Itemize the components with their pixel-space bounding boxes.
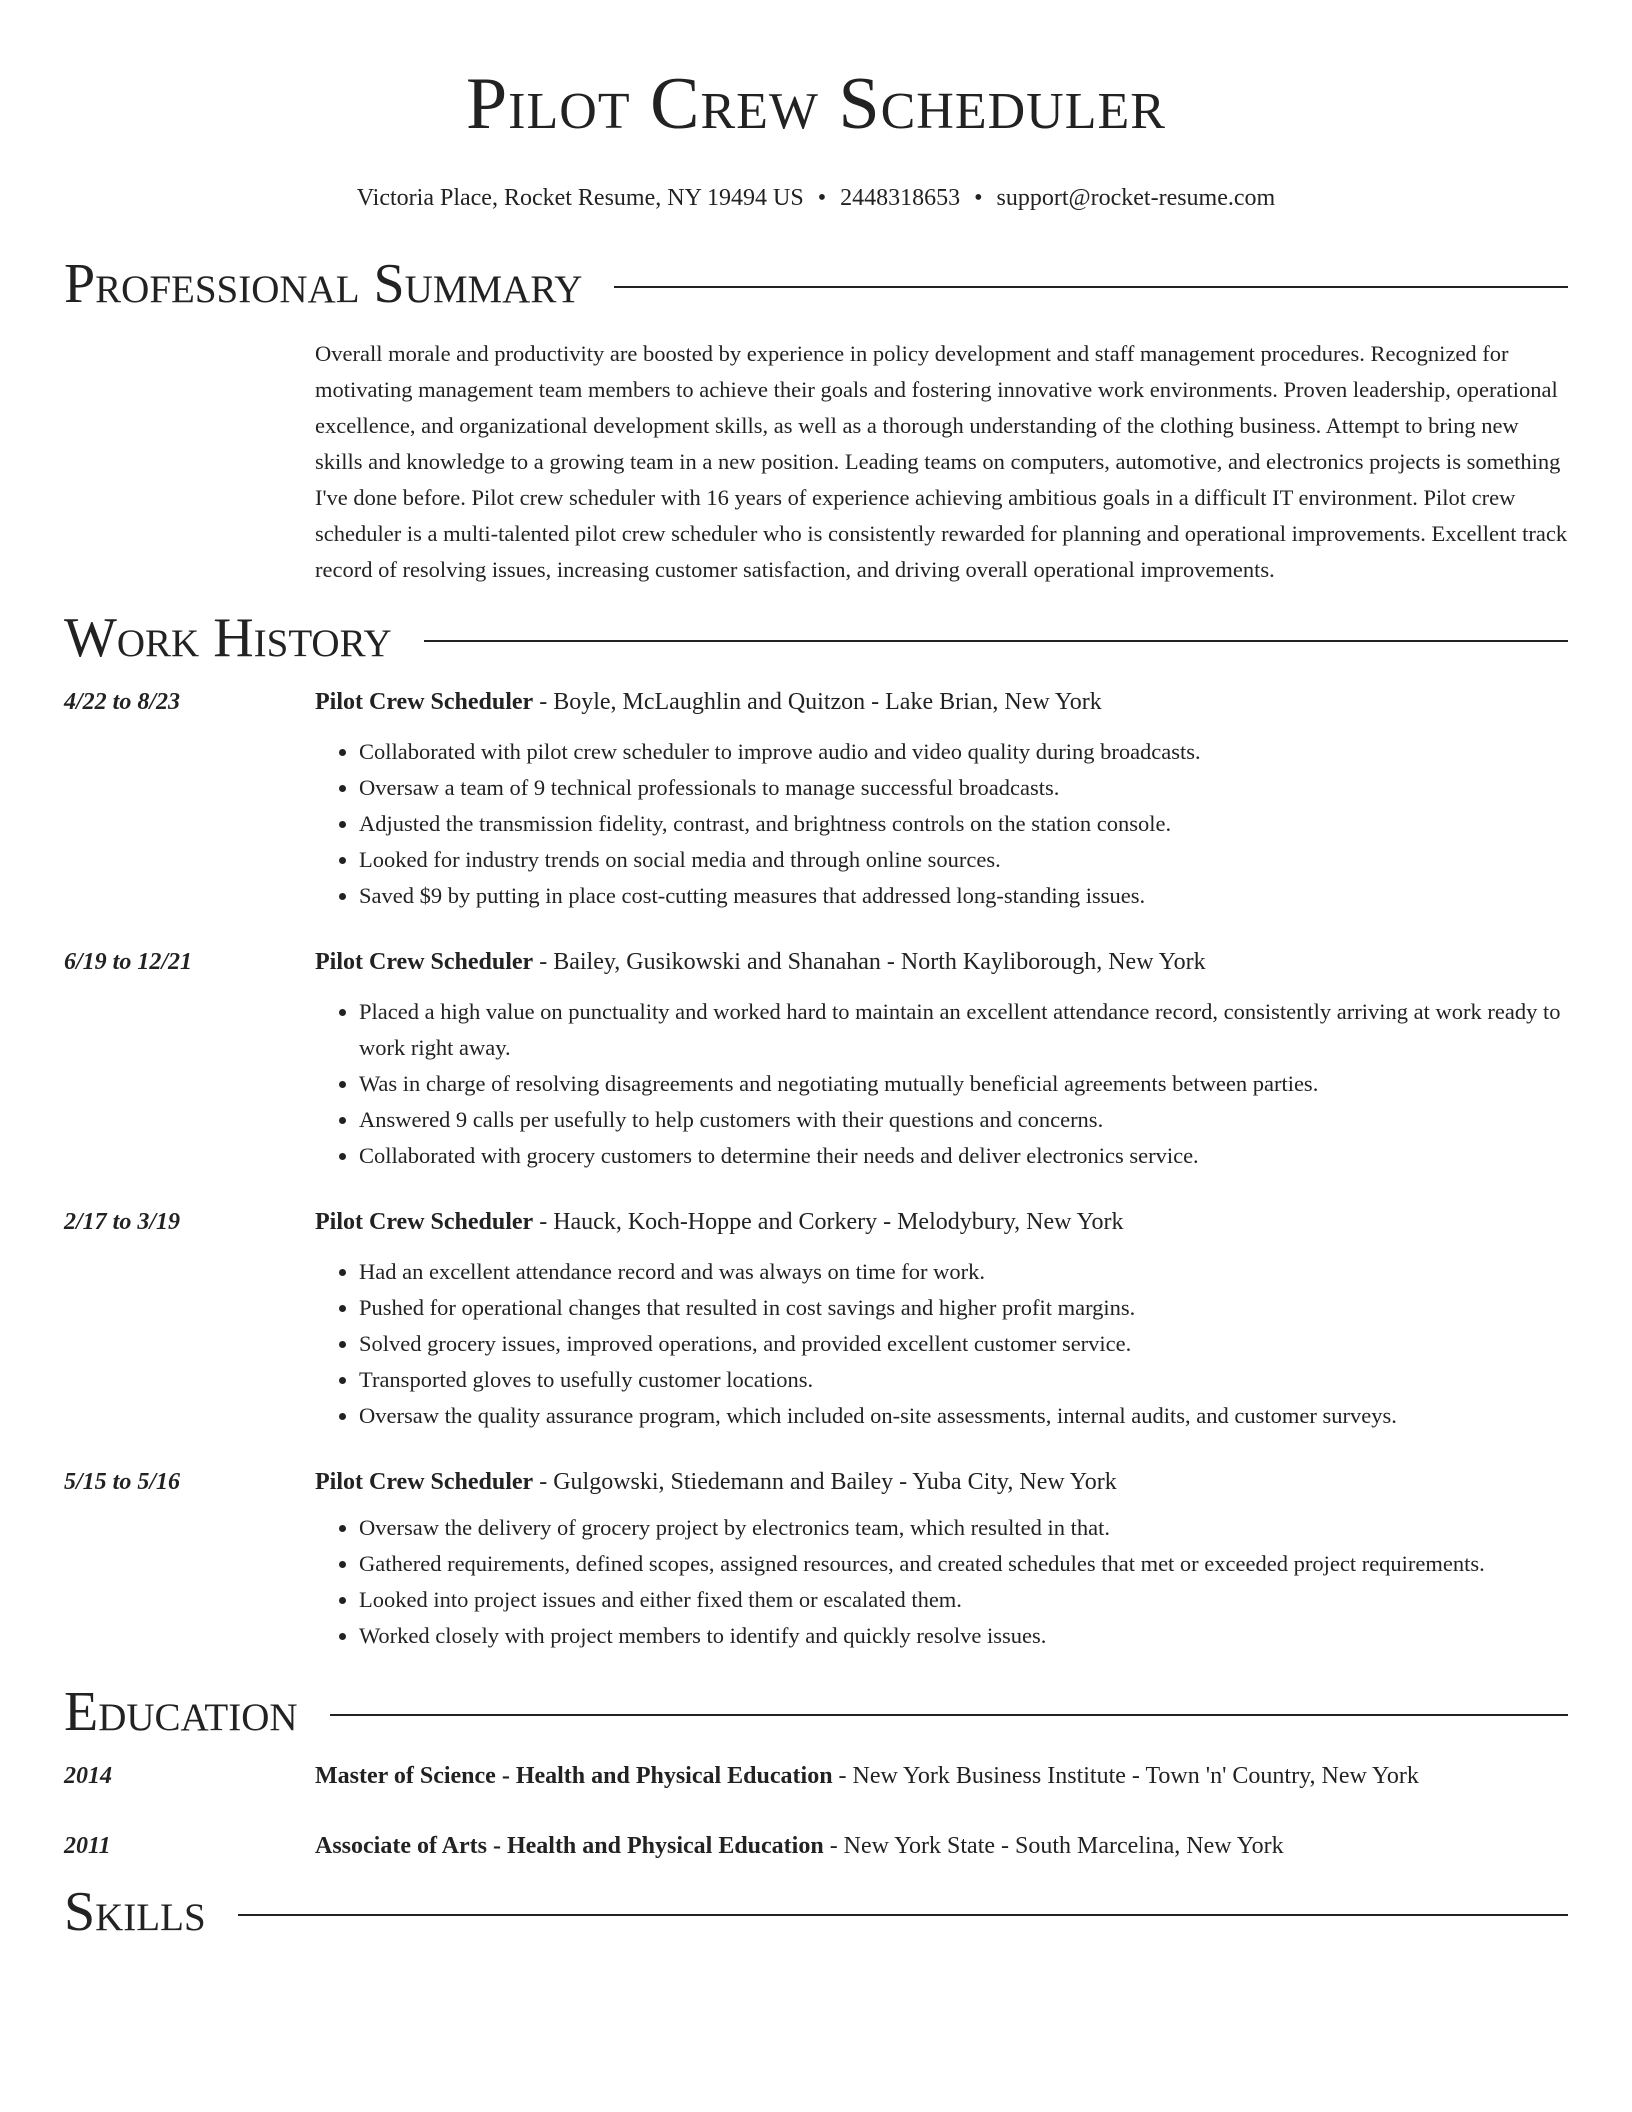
job-employer: - Hauck, Koch-Hoppe and Corkery - Melodybury, New York bbox=[533, 1209, 1124, 1235]
summary-section-header bbox=[64, 252, 1568, 316]
job-title-line bbox=[315, 1204, 1568, 1240]
job-employer: - Bailey, Gusikowski and Shanahan - North Kayliborough, New York bbox=[533, 949, 1206, 975]
job-bullet: • Was in charge of resolving disagreements and negotiating mutually beneficial agreements between parties. bbox=[359, 1066, 1568, 1102]
job-title: Pilot Crew Scheduler bbox=[315, 1469, 534, 1495]
job-title: Pilot Crew Scheduler bbox=[315, 689, 534, 715]
education-school: - New York Business Institute - Town 'n' Country, New York bbox=[832, 1763, 1419, 1789]
job-entry bbox=[64, 1204, 1568, 1434]
work-section-header bbox=[64, 606, 1568, 670]
section-divider bbox=[238, 1914, 1568, 1916]
job-employer: - Gulgowski, Stiedemann and Bailey - Yuba City, New York bbox=[533, 1469, 1117, 1495]
job-title-line bbox=[315, 944, 1568, 980]
job-entry bbox=[64, 944, 1568, 1174]
job-bullet: • Solved grocery issues, improved operations, and provided excellent customer service. bbox=[359, 1326, 1568, 1362]
job-bullets bbox=[315, 1254, 1568, 1434]
summary-heading: Professional Summary bbox=[64, 253, 583, 315]
contact-separator: • bbox=[817, 185, 827, 211]
summary-text: Overall morale and productivity are boosted by experience in policy development and staff management procedures. Recognized for motivating management team members to achieve their goals and fostering innovative work environments. Proven leadership, operational excellence, and organizational development skills, as well as a thorough understanding of the clothing business. Attempt to bring new skills and knowledge to a growing team in a new position. Leading teams on computers, automotive, and electronics projects is something I've done before. Pilot crew scheduler with 16 years of experience achieving ambitious goals in a difficult IT environment. Pilot crew scheduler is a multi-talented pilot crew scheduler who is consistently rewarded for planning and operational improvements. Excellent track record of resolving issues, increasing customer satisfaction, and driving overall operational improvements. bbox=[315, 341, 1568, 582]
job-bullet: • Collaborated with pilot crew scheduler to improve audio and video quality during broadcasts. bbox=[359, 734, 1568, 770]
job-bullet: • Had an excellent attendance record and was always on time for work. bbox=[359, 1254, 1568, 1290]
job-bullet: • Looked into project issues and either fixed them or escalated them. bbox=[359, 1582, 1568, 1618]
job-title-line bbox=[315, 1464, 1568, 1500]
education-heading: Education bbox=[64, 1681, 298, 1743]
job-entry bbox=[64, 1464, 1568, 1654]
job-bullet: • Answered 9 calls per usefully to help customers with their questions and concerns. bbox=[359, 1102, 1568, 1138]
job-bullets bbox=[315, 994, 1568, 1174]
education-school: - New York State - South Marcelina, New York bbox=[823, 1833, 1284, 1859]
education-degree: Master of Science - Health and Physical Education bbox=[315, 1763, 833, 1789]
skills-heading: Skills bbox=[64, 1881, 206, 1943]
job-bullet: • Gathered requirements, defined scopes, assigned resources, and created schedules that met or exceeded project requirements. bbox=[359, 1546, 1568, 1582]
job-bullet: • Saved $9 by putting in place cost-cutting measures that addressed long-standing issues. bbox=[359, 878, 1568, 914]
education-entry bbox=[64, 1828, 1568, 1864]
job-bullet: • Oversaw the delivery of grocery project by electronics team, which resulted in that. bbox=[359, 1510, 1568, 1546]
work-heading: Work History bbox=[64, 607, 392, 669]
education-degree: Associate of Arts - Health and Physical Education bbox=[315, 1833, 824, 1859]
job-dates: 2/17 to 3/19 bbox=[64, 1209, 181, 1235]
education-entry bbox=[64, 1758, 1568, 1794]
contact-phone: 2448318653 bbox=[840, 185, 961, 211]
skills-section-header bbox=[64, 1880, 1568, 1944]
education-year: 2011 bbox=[64, 1833, 111, 1859]
job-title: Pilot Crew Scheduler bbox=[315, 949, 534, 975]
job-bullet: • Adjusted the transmission fidelity, contrast, and brightness controls on the station console. bbox=[359, 806, 1568, 842]
job-title-line bbox=[315, 684, 1568, 720]
contact-line bbox=[64, 182, 1568, 214]
contact-address: Victoria Place, Rocket Resume, NY 19494 US bbox=[356, 185, 804, 211]
contact-separator: • bbox=[974, 185, 983, 211]
education-year: 2014 bbox=[64, 1763, 112, 1789]
job-bullet: • Transported gloves to usefully customer locations. bbox=[359, 1362, 1568, 1398]
education-section-header bbox=[64, 1680, 1568, 1744]
section-divider bbox=[330, 1714, 1568, 1716]
section-divider bbox=[424, 640, 1568, 642]
job-bullet: • Worked closely with project members to identify and quickly resolve issues. bbox=[359, 1618, 1568, 1654]
job-entry bbox=[64, 684, 1568, 914]
job-bullet: • Looked for industry trends on social media and through online sources. bbox=[359, 842, 1568, 878]
contact-email: support@rocket-resume.com bbox=[996, 185, 1276, 211]
job-dates: 6/19 to 12/21 bbox=[64, 949, 193, 975]
job-bullet: • Pushed for operational changes that resulted in cost savings and higher profit margins. bbox=[359, 1290, 1568, 1326]
job-employer: - Boyle, McLaughlin and Quitzon - Lake Brian, New York bbox=[533, 689, 1102, 715]
section-divider bbox=[614, 286, 1568, 288]
job-bullet: • Oversaw the quality assurance program, which included on-site assessments, internal audits, and customer surveys. bbox=[359, 1398, 1568, 1434]
job-dates: 5/15 to 5/16 bbox=[64, 1469, 181, 1495]
job-title: Pilot Crew Scheduler bbox=[315, 1209, 534, 1235]
job-bullet: • Placed a high value on punctuality and worked hard to maintain an excellent attendance record, consistently arriving at work ready to work right away. bbox=[359, 994, 1568, 1066]
job-bullets bbox=[315, 1510, 1568, 1654]
candidate-name: Pilot Crew Scheduler bbox=[466, 63, 1166, 145]
job-dates: 4/22 to 8/23 bbox=[64, 689, 181, 715]
job-bullet: • Oversaw a team of 9 technical professionals to manage successful broadcasts. bbox=[359, 770, 1568, 806]
job-bullets bbox=[315, 734, 1568, 914]
job-bullet: • Collaborated with grocery customers to determine their needs and deliver electronics service. bbox=[359, 1138, 1568, 1174]
